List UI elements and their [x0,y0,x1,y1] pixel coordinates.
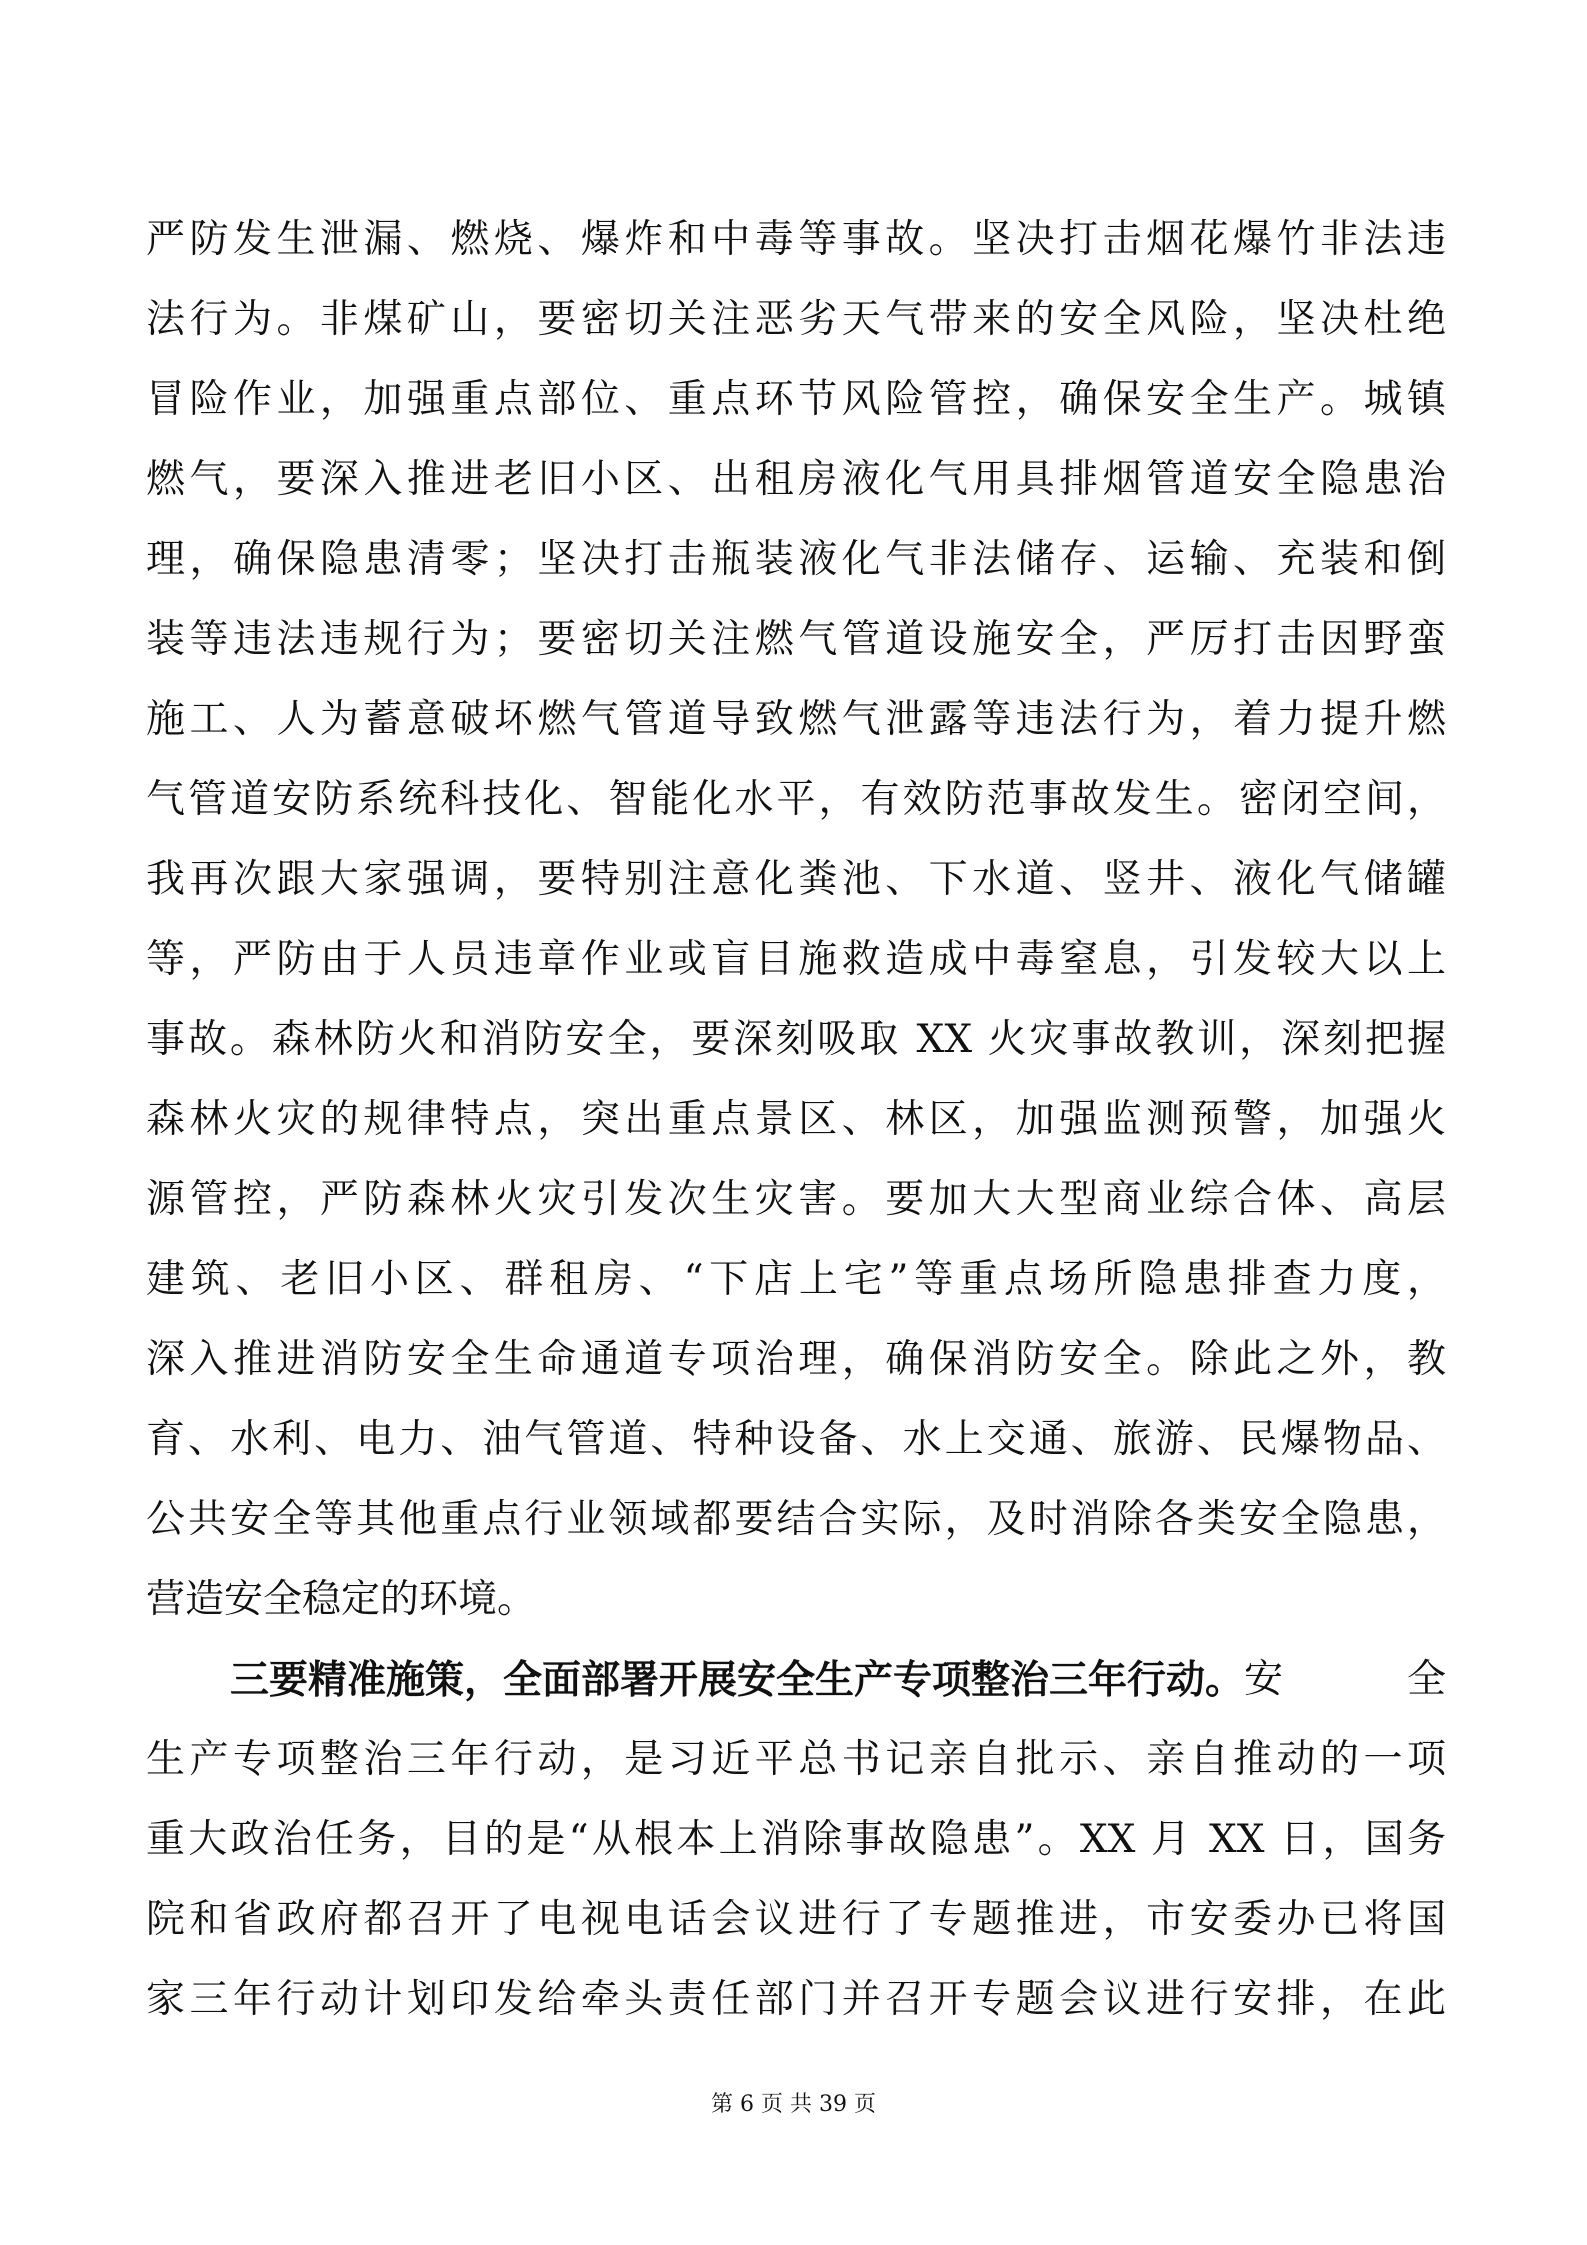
text-line: 法行为。非煤矿山，要密切关注恶劣天气带来的安全风险，坚决杜绝 [146,297,1446,342]
text-line: 建筑、老旧小区、群租房、“下店上宅”等重点场所隐患排查力度， [146,1257,1446,1302]
text-line: 院和省政府都召开了电视电话会议进行了专题推进，市安委办已将国 [146,1897,1446,1942]
paragraph-1 [146,200,1446,1640]
text-line: 源管控，严防森林火灾引发次生灾害。要加大大型商业综合体、高层 [146,1177,1446,1222]
paragraph-2 [146,1640,1446,2040]
text-line: 森林火灾的规律特点，突出重点景区、林区，加强监测预警，加强火 [146,1097,1446,1142]
text-line: 冒险作业，加强重点部位、重点环节风险管控，确保安全生产。城镇 [146,377,1446,422]
text-line: 理，确保隐患清零；坚决打击瓶装液化气非法储存、运输、充装和倒 [146,537,1446,582]
text-line: 生产专项整治三年行动，是习近平总书记亲自批示、亲自推动的一项 [146,1737,1446,1782]
paragraph-heading: 三要精准施策，全面部署开展安全生产专项整治三年行动。 [230,1657,1245,1703]
paragraph-text: 安全 [1244,1657,1446,1702]
text-line: 家三年行动计划印发给牵头责任部门并召开专题会议进行安排，在此 [146,1977,1446,2022]
text-line: 等，严防由于人员违章作业或盲目施救造成中毒窒息，引发较大以上 [146,937,1446,982]
text-line: 深入推进消防安全生命通道专项治理，确保消防安全。除此之外，教 [146,1337,1446,1382]
text-line: 装等违法违规行为；要密切关注燃气管道设施安全，严厉打击因野蛮 [146,617,1446,662]
text-line: 事故。森林防火和消防安全，要深刻吸取 XX 火灾事故教训，深刻把握 [146,1017,1446,1062]
text-line: 施工、人为蓄意破坏燃气管道导致燃气泄露等违法行为，着力提升燃 [146,697,1446,742]
text-line: 严防发生泄漏、燃烧、爆炸和中毒等事故。坚决打击烟花爆竹非法违 [146,217,1446,262]
text-line: 营造安全稳定的环境。 [146,1577,537,1622]
text-line: 我再次跟大家强调，要特别注意化粪池、下水道、竖井、液化气储罐 [146,857,1446,902]
paragraph-indent [146,1640,230,1720]
document-body [146,200,1446,2040]
text-line: 公共安全等其他重点行业领域都要结合实际，及时消除各类安全隐患， [146,1497,1446,1542]
text-line: 重大政治任务，目的是“从根本上消除事故隐患”。XX 月 XX 日，国务 [146,1817,1446,1862]
text-line [146,1640,1446,1720]
page-number-footer: 第 6 页 共 39 页 [711,2092,876,2117]
text-line: 育、水利、电力、油气管道、特种设备、水上交通、旅游、民爆物品、 [146,1417,1446,1462]
text-line: 燃气，要深入推进老旧小区、出租房液化气用具排烟管道安全隐患治 [146,457,1446,502]
text-line: 气管道安防系统科技化、智能化水平，有效防范事故发生。密闭空间， [146,777,1446,822]
